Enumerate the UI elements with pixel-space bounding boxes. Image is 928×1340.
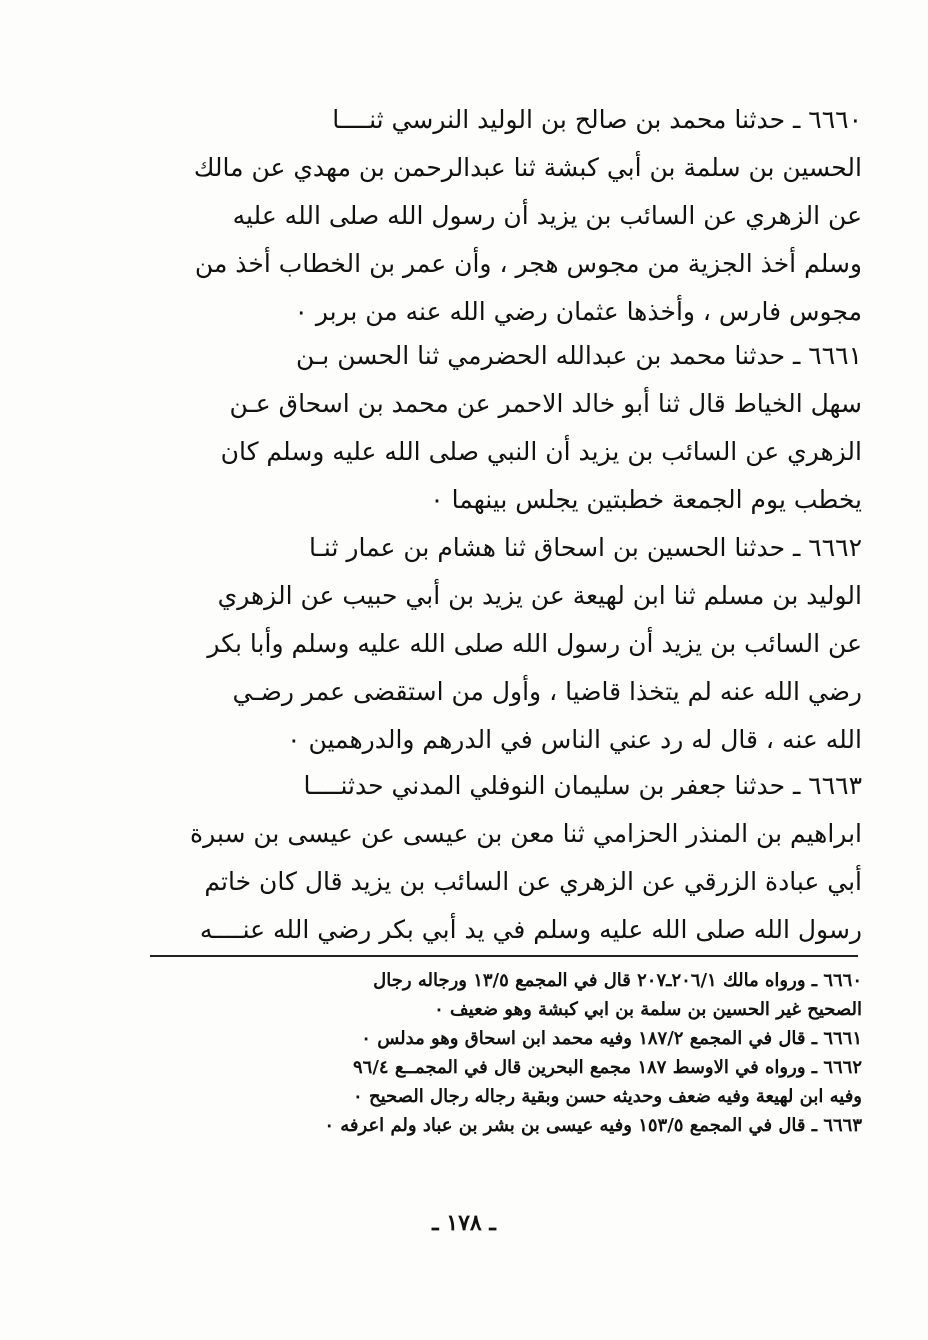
hadith-paragraph: [150, 96, 862, 336]
footnote-line: ٦٦٦١ ـ قال في المجمع ١٨٧/٢ وفيه محمد ابن اسحاق وهو مدلس ٠: [361, 1028, 862, 1049]
text-line: سهل الخياط قال ثنا أبو خالد الاحمر عن محمد بن اسحاق عـن: [229, 389, 862, 418]
text-line: عن الزهري عن السائب بن يزيد أن رسول الله صلى الله عليه: [232, 201, 862, 230]
hadith-paragraph: [150, 332, 862, 524]
text-line: مجوس فارس ، وأخذها عثمان رضي الله عنه من بربر ٠: [294, 297, 862, 326]
text-line: عن السائب بن يزيد أن رسول الله صلى الله عليه وسلم وأبا بكر: [207, 629, 862, 658]
text-line: الوليد بن مسلم ثنا ابن لهيعة عن يزيد بن أبي حبيب عن الزهري: [217, 581, 862, 610]
text-line: ٦٦٦٠ ـ حدثنا محمد بن صالح بن الوليد النرسي ثنــــا: [332, 105, 862, 134]
hadith-paragraph: [150, 762, 862, 954]
footnote-divider: [150, 955, 858, 957]
text-line: الحسين بن سلمة بن أبي كبشة ثنا عبدالرحمن بن مهدي عن مالك: [193, 153, 862, 182]
text-line: أبي عبادة الزرقي عن الزهري عن السائب بن يزيد قال كان خاتم: [204, 867, 862, 896]
text-line: وسلم أخذ الجزية من مجوس هجر ، وأن عمر بن الخطاب أخذ من: [194, 249, 862, 278]
footnote-line: وفيه ابن لهيعة وفيه ضعف وحديثه حسن وبقية رجاله رجال الصحيح ٠: [353, 1086, 862, 1107]
footnote-line: الصحيح غير الحسين بن سلمة بن ابي كبشة وهو ضعيف ٠: [434, 999, 862, 1020]
text-line: ٦٦٦١ ـ حدثنا محمد بن عبدالله الحضرمي ثنا الحسن بـن: [295, 341, 862, 370]
text-line: يخطب يوم الجمعة خطبتين يجلس بينهما ٠: [430, 485, 862, 514]
hadith-6660: [150, 96, 862, 336]
footnote-line: ٦٦٦٠ ـ ورواه مالك ٢٠٦/١ـ٢٠٧ قال في المجمع ١٣/٥ ورجاله رجال: [373, 970, 862, 991]
footnote-line: ٦٦٦٢ ـ ورواه في الاوسط ١٨٧ مجمع البحرين قال في المجمــع ٩٦/٤: [353, 1057, 862, 1078]
text-line: الزهري عن السائب بن يزيد أن النبي صلى الله عليه وسلم كان: [220, 437, 862, 466]
footnotes: [148, 966, 862, 1140]
hadith-6662: [150, 524, 862, 764]
hadith-paragraph: [150, 524, 862, 764]
footnote-line: ٦٦٦٣ ـ قال في المجمع ١٥٣/٥ وفيه عيسى بن بشر بن عباد ولم اعرفه ٠: [324, 1115, 862, 1136]
page-number: ـ ١٧٨ ـ: [432, 1210, 496, 1236]
text-line: رسول الله صلى الله عليه وسلم في يد أبي بكر رضي الله عنــــه: [199, 915, 862, 944]
text-line: ٦٦٦٢ ـ حدثنا الحسين بن اسحاق ثنا هشام بن عمار ثنـا: [308, 533, 862, 562]
text-line: الله عنه ، قال له رد عني الناس في الدرهم والدرهمين ٠: [287, 725, 862, 754]
hadith-6661: [150, 332, 862, 524]
hadith-6663: [150, 762, 862, 954]
text-line: ٦٦٦٣ ـ حدثنا جعفر بن سليمان النوفلي المدني حدثنــــا: [303, 771, 862, 800]
text-line: رضي الله عنه لم يتخذا قاضيا ، وأول من استقضى عمر رضـي: [232, 677, 862, 706]
text-line: ابراهيم بن المنذر الحزامي ثنا معن بن عيسى عن عيسى بن سبرة: [190, 819, 862, 848]
